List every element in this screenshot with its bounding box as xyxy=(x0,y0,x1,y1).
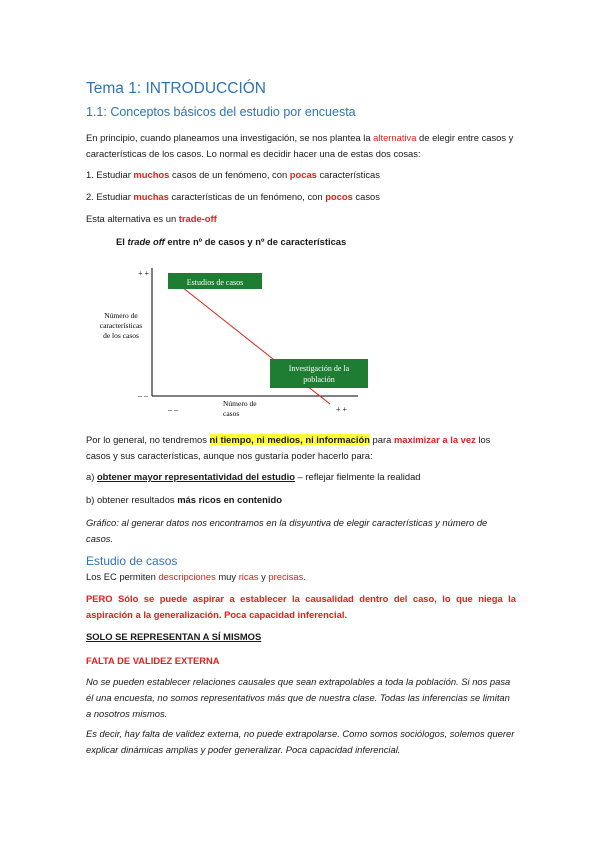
intro-paragraph: En principio, cuando planeamos una investigación, se nos plantea la alternativa de elegir entre casos y características de los casos. Lo normal es decidir hacer una de estas dos cosas: xyxy=(86,132,514,159)
x-left-tick: – – xyxy=(168,405,178,414)
x-axis-label-line-1: Número de xyxy=(223,399,257,408)
population-box-label-line-1: Investigación de la xyxy=(288,364,350,373)
goal-b: b) obtener resultados más ricos en contenido xyxy=(86,494,282,505)
solo-line: SOLO SE REPRESENTAN A SÍ MISMOS xyxy=(86,631,262,642)
list-item-1: 1. Estudiar muchos casos de un fenómeno, con pocas características xyxy=(86,169,380,180)
x-right-tick: + + xyxy=(336,405,348,414)
x-axis-label-line-2: casos xyxy=(223,409,240,418)
italic-paragraph-2: Es decir, hay falta de validez externa, no puede extrapolarse. Como somos sociólogos, solemos querer explicar dinámicas amplias y poder generalizar. Poca capacidad inferencial. xyxy=(86,728,515,755)
tradeoff-line: Esta alternativa es un trade-off xyxy=(86,213,217,224)
y-top-tick: + + xyxy=(138,269,150,278)
y-axis-label-line-3: de los casos xyxy=(103,331,139,340)
population-box-label-line-2: población xyxy=(303,375,335,384)
goal-a: a) obtener mayor representatividad del estudio – reflejar fielmente la realidad xyxy=(86,471,421,482)
case-study-heading: Estudio de casos xyxy=(86,554,178,568)
y-axis-label-line-1: Número de xyxy=(104,311,138,320)
page-title: Tema 1: INTRODUCCIÓN xyxy=(86,80,267,97)
chart-title: El trade off entre nº de casos y nº de características xyxy=(116,236,347,247)
case-study-box-label: Estudios de casos xyxy=(186,278,244,287)
italic-paragraph-1: No se pueden establecer relaciones causales que sean extrapolables a toda la población. Si nos pasa él una encuesta, no somos representativos más que de nuestra clase. Todas las inferencias se limitan a nosotros mismos. xyxy=(86,676,511,719)
list-item-2: 2. Estudiar muchas características de un fenómeno, con pocos casos xyxy=(86,191,380,202)
section-subtitle: 1.1: Conceptos básicos del estudio por encuesta xyxy=(86,105,356,119)
y-axis-label-line-2: características xyxy=(99,321,143,330)
y-bottom-tick: – – xyxy=(138,391,148,400)
general-paragraph: Por lo general, no tendremos ni tiempo, ni medios, ni información para maximizar a la vez los casos y sus características, aunque nos gustaría poder hacerlo para: xyxy=(86,434,491,461)
falta-line: FALTA DE VALIDEZ EXTERNA xyxy=(86,655,220,666)
chart-note: Gráfico: al generar datos nos encontramos en la disyuntiva de elegir características y número de casos. xyxy=(86,517,488,544)
case-study-paragraph: Los EC permiten descripciones muy ricas y precisas. xyxy=(86,571,306,582)
pero-paragraph: PERO Sólo se puede aspirar a establecer la causalidad dentro del caso, lo que niega la aspiración a la generalización. Poca capacidad inferencial. xyxy=(86,593,516,620)
